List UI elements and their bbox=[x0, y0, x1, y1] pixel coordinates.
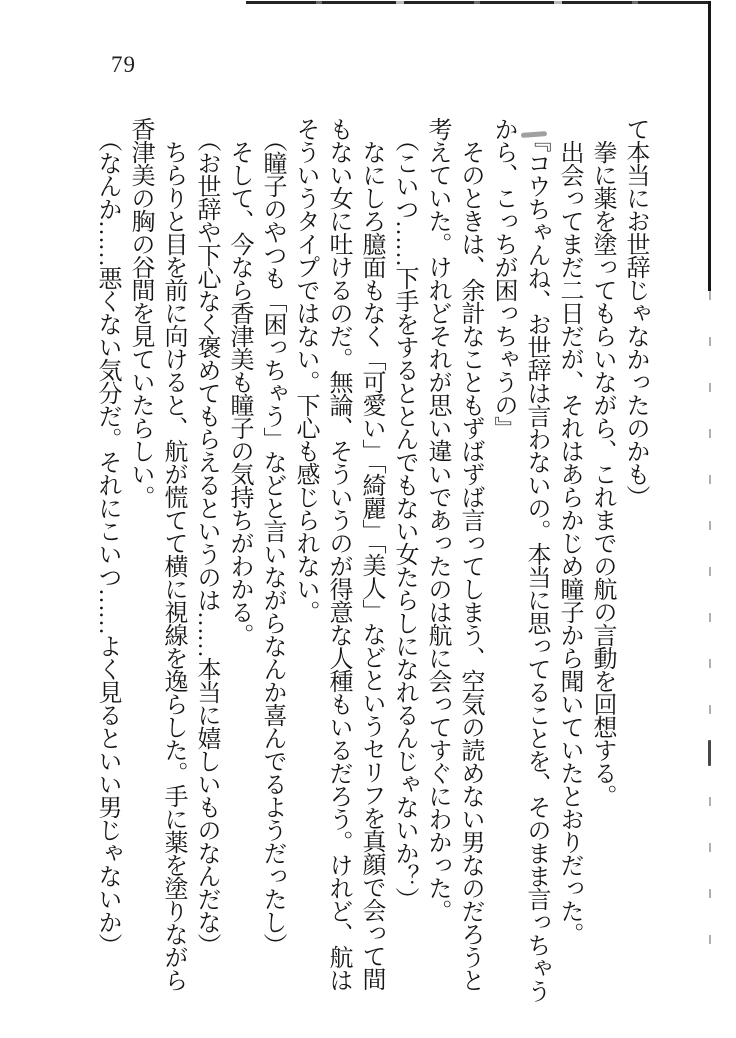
page-number: 79 bbox=[111, 52, 136, 77]
text-line-7: 考えていた。けれどそれが思い違いであったのは航に会ってすぐにわかった。 bbox=[424, 117, 450, 922]
text-line-1: て本当にお世辞じゃなかったのかも） bbox=[622, 117, 648, 508]
scan-artifact-right-edge-dash bbox=[708, 740, 711, 766]
text-line-5: から、こっちが困っちゃうの』 bbox=[490, 117, 516, 439]
text-line-3: 出会ってまだ二日だが、それはあらかじめ瞳子から聞いていたとおりだった。 bbox=[556, 117, 582, 945]
scan-artifact-top-edge bbox=[246, 1, 708, 4]
text-line-15: ちらりと目を前に向けると、航が慌てて横に視線を逸らした。手に薬を塗りながら bbox=[160, 117, 186, 991]
text-line-4: 『コウちゃんね、お世辞は言わないの。本当に思ってることを、そのまま言っちゃう bbox=[523, 117, 549, 1002]
text-line-2: 拳に薬を塗ってもらいながら、これまでの航の言動を回想する。 bbox=[589, 117, 615, 807]
text-line-13: そして、今なら香津美も瞳子の気持ちがわかる。 bbox=[226, 117, 252, 646]
text-line-8: （こいつ……下手をするととんでもない女たらしになれるんじゃないか？） bbox=[391, 117, 417, 910]
scan-artifact-right-edge bbox=[708, 1, 711, 291]
text-line-12: （瞳子のやつも「困っちゃう」などと言いながらなんか喜んでるようだったし） bbox=[259, 117, 285, 956]
main-text-block bbox=[90, 117, 651, 1038]
text-line-11: そういうタイプではない。下心も感じられない。 bbox=[292, 117, 318, 623]
text-line-9: なにしろ臆面もなく「可愛い」「綺麗」「美人」などというセリフを真顔で会って間 bbox=[358, 117, 384, 990]
scan-artifact-right-edge-faint bbox=[709, 291, 711, 963]
text-line-17: （なんか……悪くない気分だ。それにこいつ……よく見るといい男じゃないか） bbox=[94, 117, 120, 956]
text-line-10: もない女に吐けるのだ。無論、そういうのが得意な人種もいるだろう。けれど、航は bbox=[325, 117, 351, 991]
text-line-14: （お世辞や下心なく褒めてもらえるというのは……本当に嬉しいものなんだな） bbox=[193, 117, 219, 956]
text-line-6: そのときは、余計なこともずばずば言ってしまう、空気の読めない男なのだろうと bbox=[457, 117, 483, 991]
text-line-16: 香津美の胸の谷間を見ていたらしい。 bbox=[127, 117, 153, 508]
